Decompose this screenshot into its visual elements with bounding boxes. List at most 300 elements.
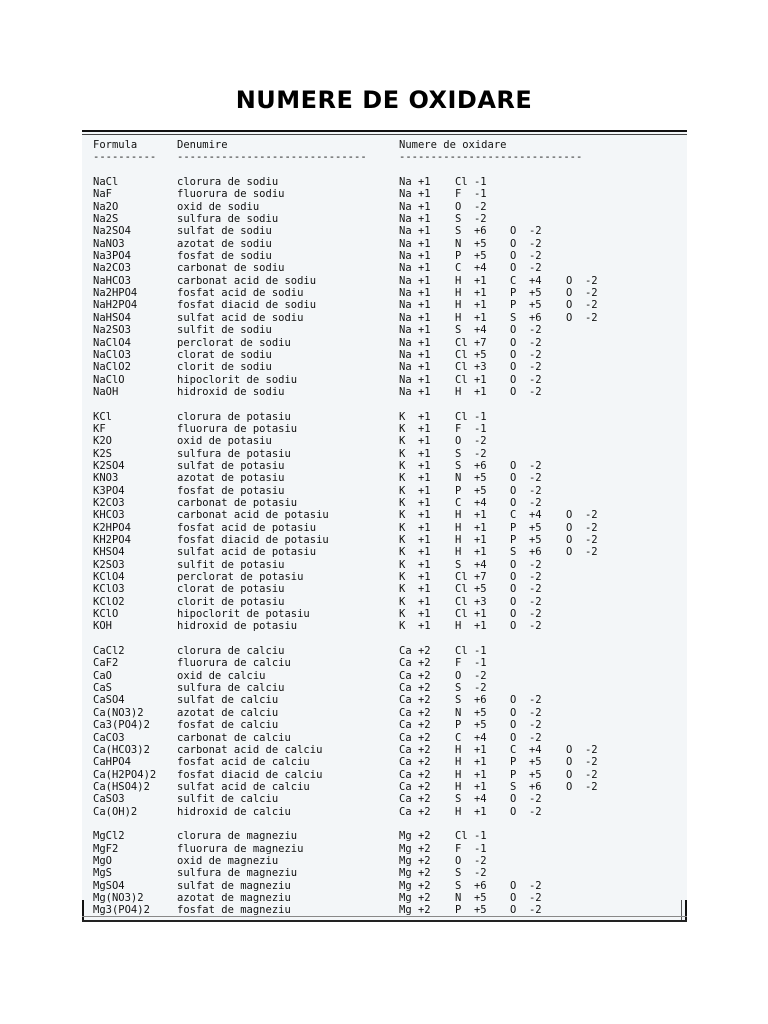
oxidation-cell: S +4 bbox=[455, 324, 487, 337]
oxidation-cell: O -2 bbox=[510, 793, 542, 806]
oxidation-cell: Ca +2 bbox=[399, 731, 431, 744]
oxidation-cell: Ca +2 bbox=[399, 743, 431, 756]
header-rule-row bbox=[93, 151, 583, 164]
name-cell: fluorura de sodiu bbox=[177, 188, 285, 201]
name-cell: azotat de sodiu bbox=[177, 237, 272, 250]
oxidation-cell: Na +1 bbox=[399, 250, 431, 263]
formula-cell: MgF2 bbox=[93, 842, 119, 855]
oxidation-cell: O -2 bbox=[510, 472, 542, 485]
table-row bbox=[93, 583, 542, 596]
oxidation-cell: H +1 bbox=[455, 385, 487, 398]
table-row bbox=[93, 657, 487, 670]
oxidation-cell: K +1 bbox=[399, 534, 431, 546]
oxidation-cell: O -2 bbox=[510, 595, 542, 608]
table-row bbox=[93, 287, 598, 300]
oxidation-cell: K +1 bbox=[399, 558, 431, 571]
oxidation-cell: Ca +2 bbox=[399, 793, 431, 806]
oxidation-cell: O -2 bbox=[566, 521, 598, 534]
oxidation-cell: Cl +3 bbox=[455, 595, 487, 608]
oxidation-cell: O -2 bbox=[510, 620, 542, 633]
oxidation-cell: Na +1 bbox=[399, 336, 431, 349]
oxidation-cell: H +1 bbox=[455, 311, 487, 324]
name-cell: azotat de calciu bbox=[177, 706, 279, 719]
formula-cell: NaClO2 bbox=[93, 361, 131, 374]
name-cell: fosfat de magneziu bbox=[177, 904, 291, 917]
formula-cell: NaH2PO4 bbox=[93, 299, 138, 312]
formula-cell: Na2CO3 bbox=[93, 262, 131, 275]
oxidation-cell: K +1 bbox=[399, 595, 431, 608]
table-row bbox=[93, 410, 487, 423]
name-cell: sulfit de calciu bbox=[177, 793, 279, 806]
oxidation-cell: P +5 bbox=[510, 534, 542, 546]
formula-cell: NaClO4 bbox=[93, 336, 131, 349]
oxidation-cell: P +5 bbox=[455, 904, 487, 917]
name-cell: clorit de potasiu bbox=[177, 595, 285, 608]
oxidation-cell: S +6 bbox=[510, 546, 542, 559]
table-row bbox=[93, 719, 542, 732]
oxidation-cell: Ca +2 bbox=[399, 805, 431, 818]
oxidation-cell: O -2 bbox=[455, 435, 487, 448]
name-cell: clorat de potasiu bbox=[177, 583, 285, 596]
formula-cell: NaNO3 bbox=[93, 237, 125, 250]
oxidation-cell: O -2 bbox=[510, 262, 542, 275]
oxidation-cell: O -2 bbox=[510, 694, 542, 707]
name-cell: sulfura de potasiu bbox=[177, 447, 291, 460]
oxidation-cell: S +6 bbox=[510, 780, 542, 793]
oxidation-cell: H +1 bbox=[455, 546, 487, 559]
formula-cell: CaO bbox=[93, 669, 112, 682]
oxidation-cell: Ca +2 bbox=[399, 669, 431, 682]
oxidation-cell: Na +1 bbox=[399, 200, 431, 213]
formula-cell: Na2O bbox=[93, 200, 119, 213]
table-row bbox=[93, 706, 542, 719]
oxidation-cell: O -2 bbox=[566, 546, 598, 559]
oxidation-cell: S +6 bbox=[455, 879, 487, 892]
formula-cell: K2CO3 bbox=[93, 496, 125, 509]
oxidation-cell: K +1 bbox=[399, 521, 431, 534]
table-row bbox=[93, 484, 542, 497]
formula-cell: Na2S bbox=[93, 213, 119, 226]
formula-cell: Na2SO3 bbox=[93, 324, 131, 337]
formula-cell: NaOH bbox=[93, 385, 119, 398]
oxidation-cell: O -2 bbox=[566, 287, 598, 300]
oxidation-cell: K +1 bbox=[399, 422, 431, 435]
oxidation-cell: Cl +1 bbox=[455, 608, 487, 621]
formula-cell: CaCO3 bbox=[93, 731, 125, 744]
name-cell: carbonat acid de sodiu bbox=[177, 274, 317, 287]
oxidation-cell: K +1 bbox=[399, 620, 431, 633]
oxidation-cell: Na +1 bbox=[399, 324, 431, 337]
name-cell: azotat de potasiu bbox=[177, 472, 285, 485]
oxidation-cell: K +1 bbox=[399, 583, 431, 596]
name-cell: clorura de calciu bbox=[177, 645, 285, 658]
table-row bbox=[93, 546, 598, 559]
name-cell: carbonat de potasiu bbox=[177, 496, 298, 509]
table-row bbox=[93, 558, 542, 571]
oxidation-cell: O -2 bbox=[510, 484, 542, 497]
table-row bbox=[93, 571, 542, 584]
table-row bbox=[93, 237, 542, 250]
table-row bbox=[93, 385, 542, 398]
table-row bbox=[93, 213, 487, 226]
oxidation-cell: C +4 bbox=[510, 274, 542, 287]
header-formula: Formula bbox=[93, 139, 138, 151]
name-cell: hidroxid de potasiu bbox=[177, 620, 298, 633]
oxidation-cell: K +1 bbox=[399, 435, 431, 448]
oxidation-cell: S -2 bbox=[455, 682, 487, 695]
oxidation-cell: O -2 bbox=[510, 336, 542, 349]
table-row bbox=[93, 336, 542, 349]
oxidation-cell: K +1 bbox=[399, 472, 431, 485]
oxidation-cell: Ca +2 bbox=[399, 756, 431, 769]
name-cell: carbonat de calciu bbox=[177, 731, 291, 744]
oxidation-cell: Mg +2 bbox=[399, 879, 431, 892]
table-row bbox=[93, 904, 542, 917]
oxidation-cell: Cl +3 bbox=[455, 361, 487, 374]
oxidation-cell: Na +1 bbox=[399, 287, 431, 300]
name-cell: sulfura de calciu bbox=[177, 682, 285, 695]
name-cell: carbonat acid de potasiu bbox=[177, 509, 329, 522]
formula-cell: CaS bbox=[93, 682, 112, 695]
name-cell: clorura de potasiu bbox=[177, 410, 291, 423]
table-row bbox=[93, 176, 487, 189]
name-cell: clorat de sodiu bbox=[177, 348, 272, 361]
oxidation-cell: Ca +2 bbox=[399, 768, 431, 781]
oxidation-cell: H +1 bbox=[455, 299, 487, 312]
oxidation-cell: Na +1 bbox=[399, 262, 431, 275]
oxidation-cell: C +4 bbox=[455, 262, 487, 275]
oxidation-cell: O -2 bbox=[566, 509, 598, 522]
blank-row bbox=[93, 164, 131, 176]
oxidation-cell: H +1 bbox=[455, 620, 487, 633]
table-row bbox=[93, 225, 542, 238]
oxidation-cell: F -1 bbox=[455, 188, 487, 201]
frame-right-border bbox=[685, 900, 687, 922]
table-row bbox=[93, 274, 598, 287]
oxidation-cell: O -2 bbox=[510, 719, 542, 732]
table-row bbox=[93, 348, 542, 361]
oxidation-cell: Na +1 bbox=[399, 188, 431, 201]
oxidation-cell: Na +1 bbox=[399, 311, 431, 324]
oxidation-cell: O -2 bbox=[510, 558, 542, 571]
formula-cell: KCl bbox=[93, 410, 112, 423]
formula-cell: KClO4 bbox=[93, 571, 125, 584]
oxidation-cell: C +4 bbox=[455, 731, 487, 744]
oxidation-cell: C +4 bbox=[510, 743, 542, 756]
oxidation-cell: O -2 bbox=[566, 299, 598, 312]
name-cell: sulfura de magneziu bbox=[177, 867, 298, 880]
oxidation-cell: O -2 bbox=[510, 608, 542, 621]
oxidation-cell: O -2 bbox=[510, 571, 542, 584]
header-rule-name: ------------------------------ bbox=[177, 151, 367, 164]
formula-cell: KHCO3 bbox=[93, 509, 125, 522]
oxidation-cell: P +5 bbox=[510, 768, 542, 781]
name-cell: fosfat diacid de calciu bbox=[177, 768, 323, 781]
formula-cell: MgCl2 bbox=[93, 830, 125, 843]
oxidation-cell: Cl +5 bbox=[455, 583, 487, 596]
oxidation-cell: P +5 bbox=[510, 521, 542, 534]
oxidation-cell: N +5 bbox=[455, 472, 487, 485]
table-row bbox=[93, 435, 487, 448]
oxidation-cell: N +5 bbox=[455, 237, 487, 250]
header-rule-formula: ---------- bbox=[93, 151, 157, 164]
name-cell: perclorat de potasiu bbox=[177, 571, 304, 584]
name-cell: fosfat diacid de sodiu bbox=[177, 299, 317, 312]
name-cell: sulfat de magneziu bbox=[177, 879, 291, 892]
formula-cell: KHSO4 bbox=[93, 546, 125, 559]
blank-row bbox=[93, 633, 131, 645]
oxidation-cell: P +5 bbox=[455, 250, 487, 263]
table-row bbox=[93, 299, 598, 312]
name-cell: fosfat acid de potasiu bbox=[177, 521, 317, 534]
oxidation-cell: Ca +2 bbox=[399, 706, 431, 719]
name-cell: sulfat acid de calciu bbox=[177, 780, 310, 793]
table-row bbox=[93, 731, 542, 744]
oxidation-cell: O -2 bbox=[510, 373, 542, 386]
frame-left-border bbox=[82, 900, 84, 922]
name-cell: fosfat diacid de potasiu bbox=[177, 534, 329, 546]
formula-cell: KH2PO4 bbox=[93, 534, 131, 546]
table-row bbox=[93, 879, 542, 892]
oxidation-cell: Cl -1 bbox=[455, 410, 487, 423]
oxidation-cell: O -2 bbox=[566, 743, 598, 756]
oxidation-cell: C +4 bbox=[455, 496, 487, 509]
table-row bbox=[93, 620, 542, 633]
formula-cell: K2O bbox=[93, 435, 112, 448]
table-row bbox=[93, 200, 487, 213]
oxidation-cell: S +6 bbox=[455, 225, 487, 238]
table-row bbox=[93, 608, 542, 621]
formula-cell: NaClO3 bbox=[93, 348, 131, 361]
oxidation-cell: P +5 bbox=[455, 719, 487, 732]
oxidation-cell: P +5 bbox=[510, 756, 542, 769]
name-cell: clorit de sodiu bbox=[177, 361, 272, 374]
oxidation-cell: C +4 bbox=[510, 509, 542, 522]
oxidation-cell: K +1 bbox=[399, 447, 431, 460]
formula-cell: NaClO bbox=[93, 373, 125, 386]
oxidation-cell: O -2 bbox=[510, 891, 542, 904]
formula-cell: Ca(HSO4)2 bbox=[93, 780, 150, 793]
name-cell: clorura de sodiu bbox=[177, 176, 279, 189]
page-title: NUMERE DE OXIDARE bbox=[235, 86, 533, 114]
oxidation-cell: Cl -1 bbox=[455, 176, 487, 189]
name-cell: sulfit de potasiu bbox=[177, 558, 285, 571]
name-cell: hipoclorit de sodiu bbox=[177, 373, 298, 386]
oxidation-cell: Mg +2 bbox=[399, 854, 431, 867]
formula-cell: KClO3 bbox=[93, 583, 125, 596]
oxidation-cell: K +1 bbox=[399, 496, 431, 509]
formula-cell: MgO bbox=[93, 854, 112, 867]
table-row bbox=[93, 768, 598, 781]
table-row bbox=[93, 534, 598, 546]
oxidation-cell: O -2 bbox=[510, 706, 542, 719]
oxidation-cell: Ca +2 bbox=[399, 645, 431, 658]
formula-cell: Ca(NO3)2 bbox=[93, 706, 144, 719]
oxidation-cell: Ca +2 bbox=[399, 719, 431, 732]
oxidation-cell: Mg +2 bbox=[399, 904, 431, 917]
table-row bbox=[93, 780, 598, 793]
formula-cell: Ca(H2PO4)2 bbox=[93, 768, 157, 781]
oxidation-cell: O -2 bbox=[566, 534, 598, 546]
oxidation-cell: S +4 bbox=[455, 793, 487, 806]
formula-cell: K2S bbox=[93, 447, 112, 460]
table-row bbox=[93, 805, 542, 818]
oxidation-cell: O -2 bbox=[566, 756, 598, 769]
name-cell: sulfat de sodiu bbox=[177, 225, 272, 238]
formula-cell: KNO3 bbox=[93, 472, 119, 485]
table-row bbox=[93, 188, 487, 201]
oxidation-cell: Na +1 bbox=[399, 213, 431, 226]
oxidation-cell: O -2 bbox=[566, 274, 598, 287]
table-row bbox=[93, 509, 598, 522]
oxidation-cell: S +6 bbox=[510, 311, 542, 324]
oxidation-cell: K +1 bbox=[399, 459, 431, 472]
name-cell: fosfat de calciu bbox=[177, 719, 279, 732]
oxidation-cell: H +1 bbox=[455, 805, 487, 818]
oxidation-cell: O -2 bbox=[510, 805, 542, 818]
oxidation-cell: Na +1 bbox=[399, 274, 431, 287]
formula-cell: NaHCO3 bbox=[93, 274, 131, 287]
oxidation-cell: O -2 bbox=[566, 768, 598, 781]
name-cell: fluorura de potasiu bbox=[177, 422, 298, 435]
oxidation-cell: O -2 bbox=[510, 459, 542, 472]
table-row bbox=[93, 867, 487, 880]
frame-right-border-inner bbox=[681, 900, 682, 922]
header-row bbox=[93, 139, 507, 151]
table-row bbox=[93, 682, 487, 695]
name-cell: oxid de sodiu bbox=[177, 200, 260, 213]
oxidation-cell: O -2 bbox=[455, 854, 487, 867]
formula-cell: NaCl bbox=[93, 176, 119, 189]
oxidation-cell: O -2 bbox=[510, 225, 542, 238]
formula-cell: KF bbox=[93, 422, 106, 435]
oxidation-cell: O -2 bbox=[510, 250, 542, 263]
name-cell: oxid de calciu bbox=[177, 669, 266, 682]
oxidation-cell: Na +1 bbox=[399, 299, 431, 312]
oxidation-cell: O -2 bbox=[455, 200, 487, 213]
oxidation-cell: H +1 bbox=[455, 287, 487, 300]
oxidation-cell: H +1 bbox=[455, 274, 487, 287]
name-cell: fosfat acid de sodiu bbox=[177, 287, 304, 300]
oxidation-cell: P +5 bbox=[455, 484, 487, 497]
formula-cell: Ca(OH)2 bbox=[93, 805, 138, 818]
oxidation-cell: O -2 bbox=[510, 348, 542, 361]
table-row bbox=[93, 743, 598, 756]
oxidation-cell: Na +1 bbox=[399, 237, 431, 250]
name-cell: carbonat de sodiu bbox=[177, 262, 285, 275]
oxidation-cell: H +1 bbox=[455, 743, 487, 756]
name-cell: fosfat de sodiu bbox=[177, 250, 272, 263]
oxidation-cell: N +5 bbox=[455, 706, 487, 719]
oxidation-cell: Mg +2 bbox=[399, 867, 431, 880]
formula-cell: KClO2 bbox=[93, 595, 125, 608]
oxidation-cell: Ca +2 bbox=[399, 780, 431, 793]
name-cell: perclorat de sodiu bbox=[177, 336, 291, 349]
table-row bbox=[93, 459, 542, 472]
table-row bbox=[93, 472, 542, 485]
oxidation-cell: S -2 bbox=[455, 213, 487, 226]
oxidation-cell: Na +1 bbox=[399, 385, 431, 398]
table-row bbox=[93, 262, 542, 275]
table-row bbox=[93, 645, 487, 658]
oxidation-cell: O -2 bbox=[510, 237, 542, 250]
header-oxidation: Numere de oxidare bbox=[399, 139, 507, 151]
name-cell: oxid de magneziu bbox=[177, 854, 279, 867]
oxidation-cell: Na +1 bbox=[399, 373, 431, 386]
table-row bbox=[93, 373, 542, 386]
table-row bbox=[93, 311, 598, 324]
formula-cell: KClO bbox=[93, 608, 119, 621]
oxidation-cell: H +1 bbox=[455, 756, 487, 769]
formula-cell: NaHSO4 bbox=[93, 311, 131, 324]
oxidation-cell: O -2 bbox=[510, 879, 542, 892]
formula-cell: CaCl2 bbox=[93, 645, 125, 658]
table-row bbox=[93, 595, 542, 608]
table-row bbox=[93, 793, 542, 806]
name-cell: hipoclorit de potasiu bbox=[177, 608, 310, 621]
oxidation-cell: S +4 bbox=[455, 558, 487, 571]
oxidation-cell: S -2 bbox=[455, 867, 487, 880]
name-cell: sulfat acid de sodiu bbox=[177, 311, 304, 324]
formula-cell: K2SO3 bbox=[93, 558, 125, 571]
frame-bottom-border-inner bbox=[82, 916, 687, 917]
name-cell: hidroxid de calciu bbox=[177, 805, 291, 818]
name-cell: fosfat de potasiu bbox=[177, 484, 285, 497]
oxidation-cell: Cl +1 bbox=[455, 373, 487, 386]
oxidation-cell: O -2 bbox=[566, 311, 598, 324]
oxidation-cell: O -2 bbox=[455, 669, 487, 682]
formula-cell: K2SO4 bbox=[93, 459, 125, 472]
oxidation-cell: K +1 bbox=[399, 410, 431, 423]
frame-top-border bbox=[82, 130, 687, 132]
formula-cell: MgS bbox=[93, 867, 112, 880]
formula-cell: K2HPO4 bbox=[93, 521, 131, 534]
name-cell: sulfat de calciu bbox=[177, 694, 279, 707]
formula-cell: Ca(HCO3)2 bbox=[93, 743, 150, 756]
oxidation-cell: K +1 bbox=[399, 546, 431, 559]
name-cell: clorura de magneziu bbox=[177, 830, 298, 843]
oxidation-cell: Cl -1 bbox=[455, 830, 487, 843]
oxidation-cell: H +1 bbox=[455, 534, 487, 546]
oxidation-cell: Na +1 bbox=[399, 348, 431, 361]
oxidation-cell: S -2 bbox=[455, 447, 487, 460]
name-cell: azotat de magneziu bbox=[177, 891, 291, 904]
oxidation-cell: K +1 bbox=[399, 608, 431, 621]
formula-cell: CaF2 bbox=[93, 657, 119, 670]
oxidation-cell: P +5 bbox=[510, 299, 542, 312]
oxidation-cell: K +1 bbox=[399, 509, 431, 522]
table-row bbox=[93, 891, 542, 904]
oxidation-cell: Ca +2 bbox=[399, 694, 431, 707]
oxidation-cell: Mg +2 bbox=[399, 830, 431, 843]
oxidation-cell: Mg +2 bbox=[399, 842, 431, 855]
table-row bbox=[93, 842, 487, 855]
oxidation-cell: O -2 bbox=[510, 324, 542, 337]
table-row bbox=[93, 361, 542, 374]
oxidation-cell: N +5 bbox=[455, 891, 487, 904]
formula-cell: Mg3(PO4)2 bbox=[93, 904, 150, 917]
oxidation-cell: O -2 bbox=[510, 361, 542, 374]
oxidation-cell: K +1 bbox=[399, 571, 431, 584]
name-cell: hidroxid de sodiu bbox=[177, 385, 285, 398]
name-cell: sulfura de sodiu bbox=[177, 213, 279, 226]
table-row bbox=[93, 756, 598, 769]
oxidation-cell: Cl +5 bbox=[455, 348, 487, 361]
frame-top-border-inner bbox=[82, 134, 687, 135]
table-row bbox=[93, 422, 487, 435]
header-name: Denumire bbox=[177, 139, 228, 151]
oxidation-cell: H +1 bbox=[455, 768, 487, 781]
